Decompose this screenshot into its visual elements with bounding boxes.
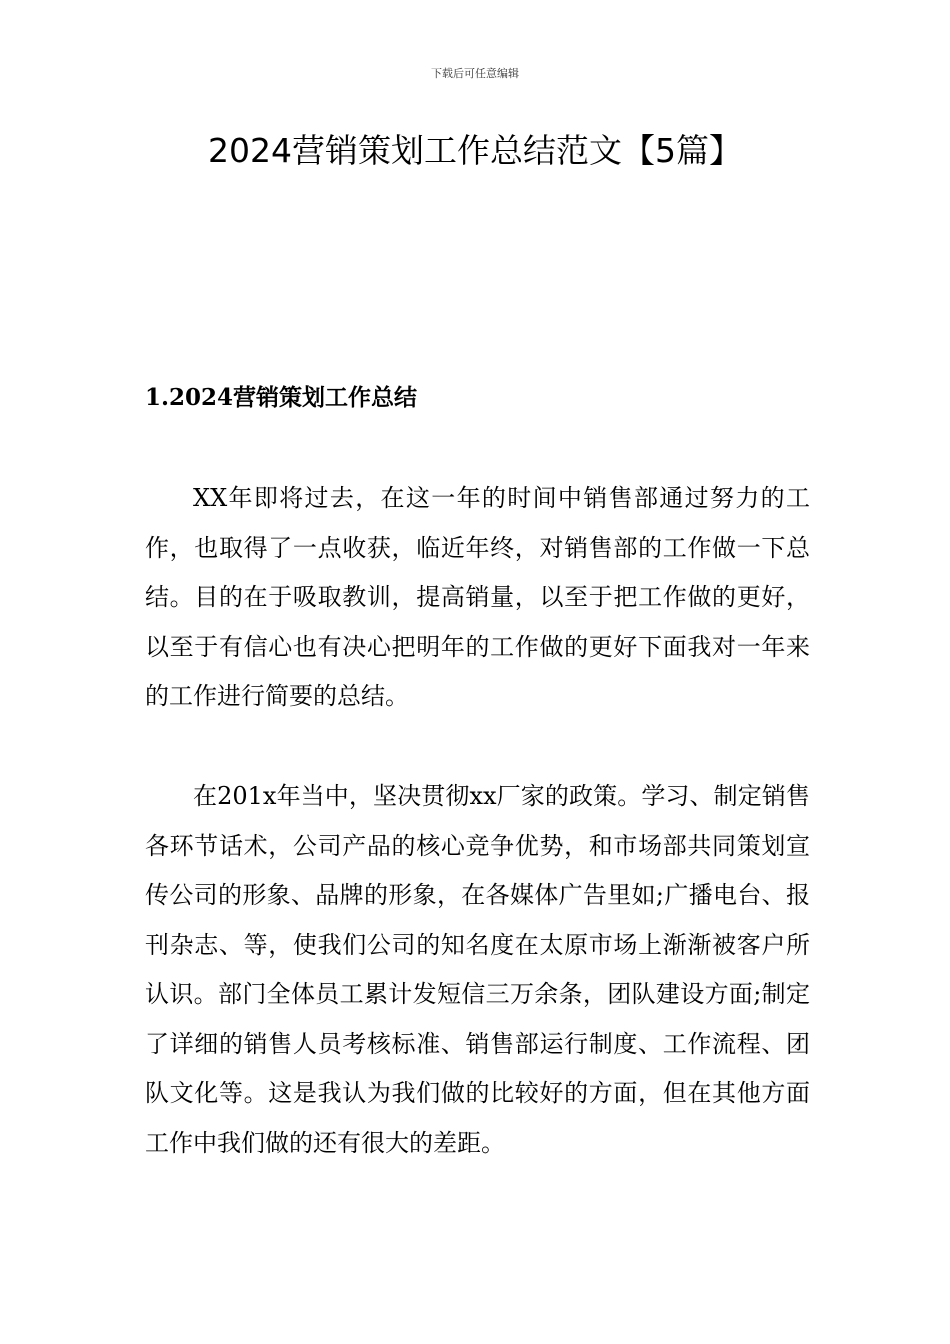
- section-heading: 1.2024营销策划工作总结: [145, 384, 418, 411]
- body-paragraph-2: 在201x年当中，坚决贯彻xx厂家的政策。学习、制定销售各环节话术，公司产品的核心竞争优势，和市场部共同策划宣传公司的形象、品牌的形象，在各媒体广告里如;广播电台、报刊杂志、等，使我们公司的知名度在太原市场上渐渐被客户所认识。部门全体员工累计发短信三万余条，团队建设方面;制定了详细的销售人员考核标准、销售部运行制度、工作流程、团队文化等。这是我认为我们做的比较好的方面，但在其他方面工作中我们做的还有很大的差距。: [145, 782, 810, 1157]
- document-title: 2024营销策划工作总结范文【5篇】: [208, 131, 742, 170]
- body-paragraph-1: XX年即将过去，在这一年的时间中销售部通过努力的工作，也取得了一点收获，临近年终，对销售部的工作做一下总结。目的在于吸取教训，提高销量，以至于把工作做的更好，以至于有信心也有决心把明年的工作做的更好下面我对一年来的工作进行简要的总结。: [145, 484, 810, 710]
- header-note: 下载后可任意编辑: [431, 67, 519, 80]
